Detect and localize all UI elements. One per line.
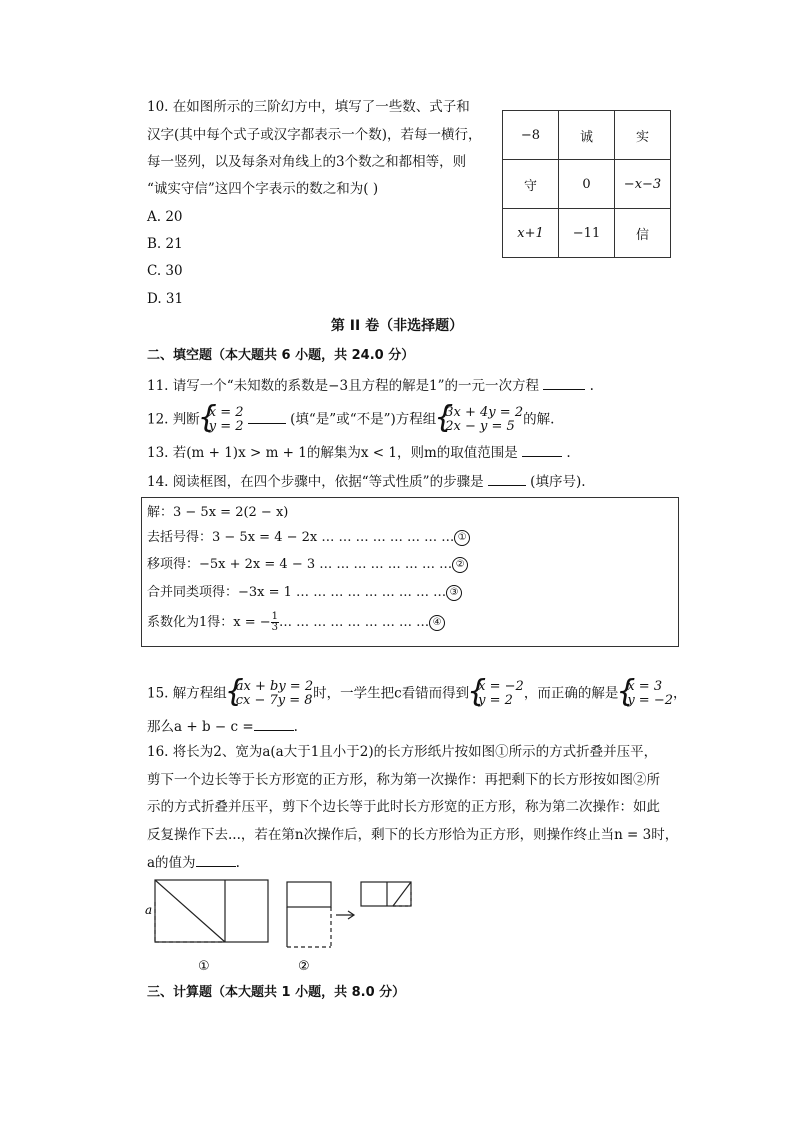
q16-line5: [147, 852, 240, 873]
step-text: 合并同类项得：−3x = 1 … … … … … … … … …: [147, 585, 447, 600]
magic-cell: −x−3: [615, 160, 671, 209]
q13: [147, 442, 571, 463]
equation: { ax + by = 2: [235, 679, 314, 694]
step-text: 去括号得：3 − 5x = 4 − 2x … … … … … … … …: [147, 530, 455, 545]
numerator: 1: [271, 611, 279, 622]
label-a: a: [145, 903, 153, 917]
step-marker: ④: [429, 615, 445, 631]
equation: { 3x + 4y = 2: [445, 405, 524, 420]
equation: { x = 2: [208, 405, 244, 420]
q15-system-2: [469, 680, 524, 708]
q16-line5-text: a的值为: [147, 855, 196, 871]
q15-line2-text: 那么a + b − c =: [147, 719, 254, 735]
equation: cx − 7y = 8: [235, 693, 313, 708]
magic-square: [502, 110, 671, 258]
q15-system-3: [618, 680, 673, 708]
equation: y = 2: [208, 419, 244, 434]
step-marker: ③: [446, 585, 462, 601]
q14-text: 14. 阅读框图，在四个步骤中，依据“等式性质”的步骤是: [147, 474, 484, 490]
magic-cell: 信: [615, 209, 671, 258]
magic-cell: 实: [615, 111, 671, 160]
q11-text: 11. 请写一个“未知数的系数是−3且方程的解是1”的一元一次方程: [147, 378, 540, 394]
q16-line4: 反复操作下去...，若在第n次操作后，剩下的长方形恰为正方形，则操作终止当n = 3时，: [147, 827, 679, 843]
q12: [147, 406, 554, 434]
equation: { x = 3: [627, 679, 663, 694]
fraction: [271, 612, 279, 633]
q13-post: .: [566, 445, 571, 461]
q15: [147, 680, 687, 708]
q15-pre: 15. 解方程组: [147, 685, 227, 702]
q16-line2: 剪下一个边长等于长方形宽的正方形，称为第一次操作：再把剩下的长方形按如图②所: [147, 772, 660, 788]
part2-title: 第 II 卷（非选择题）: [330, 318, 464, 334]
q10-option-a: A. 20: [147, 209, 183, 225]
section3-heading: 三、计算题（本大题共 1 小题，共 8.0 分）: [147, 985, 406, 1000]
step-0: 解：3 − 5x = 2(2 − x): [147, 505, 289, 520]
magic-cell: −11: [559, 209, 615, 258]
step-3: [147, 584, 462, 602]
magic-cell: 0: [559, 160, 615, 209]
step-4: [147, 612, 445, 633]
q10-line2: 汉字(其中每个式子或汉字都表示一个数)，若每一横行，: [147, 127, 482, 143]
equation: y = 2: [478, 693, 513, 708]
fold-diagonal: [155, 880, 225, 942]
q15-mid1: 时，一学生把c看错而得到: [313, 685, 470, 702]
answer-blank[interactable]: [248, 409, 286, 424]
answer-blank[interactable]: [488, 471, 526, 486]
q10-option-b: B. 21: [147, 236, 183, 252]
q16-line5-post: .: [235, 855, 240, 871]
figure-1-label: ①: [198, 959, 210, 974]
figure-2: [287, 882, 331, 974]
figure-3: [361, 882, 411, 906]
step-dots: … … … … … … … … …: [279, 615, 430, 630]
paper-rectangle: [287, 882, 331, 907]
q16-line1: 16. 将长为2、宽为a(a大于1且小于2)的长方形纸片按如图①所示的方式折叠并压平，: [147, 744, 658, 760]
arrow-icon: [336, 911, 354, 919]
q12-post: 的解.: [523, 411, 555, 428]
q12-system-1: [200, 406, 244, 434]
figure-1: [145, 880, 268, 974]
q15-line2-post: .: [293, 719, 298, 735]
q15-system-1: [227, 680, 313, 708]
q16-line3: 示的方式折叠并压平，剪下个边长等于此时长方形宽的正方形，称为第二次操作：如此: [147, 799, 660, 815]
q12-pre: 12. 判断: [147, 411, 200, 428]
magic-cell: x+1: [503, 209, 559, 258]
step-marker: ②: [452, 557, 468, 573]
q12-system-2: [436, 406, 523, 434]
q11-post: .: [589, 378, 594, 394]
q15-comma: ，: [673, 685, 687, 702]
fold-diagonal: [393, 882, 411, 906]
q13-text: 13. 若(m + 1)x > m + 1的解集为x < 1，则m的取值范围是: [147, 445, 518, 461]
q10-option-c: C. 30: [147, 263, 183, 279]
solution-box: [141, 497, 679, 647]
q11: [147, 375, 594, 396]
q14: [147, 471, 586, 492]
q15-line2: [147, 716, 298, 737]
equation: 2x − y = 5: [445, 419, 515, 434]
q10-line3: 每一竖列，以及每条对角线上的3个数之和都相等，则: [147, 154, 467, 170]
paper-rectangle: [155, 880, 268, 942]
section2-heading: 二、填空题（本大题共 6 小题，共 24.0 分）: [147, 348, 415, 363]
answer-blank[interactable]: [254, 716, 294, 731]
answer-blank[interactable]: [196, 852, 236, 867]
denominator: 3: [271, 622, 279, 633]
magic-cell: 诚: [559, 111, 615, 160]
magic-cell: −8: [503, 111, 559, 160]
q15-mid2: ，而正确的解是: [523, 685, 619, 702]
step-text: 移项得：−5x + 2x = 4 − 3 … … … … … … … …: [147, 557, 453, 572]
equation: y = −2: [627, 693, 673, 708]
folding-figures: [140, 872, 440, 977]
q14-post: (填序号).: [530, 474, 586, 490]
figure-2-label: ②: [298, 959, 310, 974]
magic-cell: 守: [503, 160, 559, 209]
paper-rectangle: [361, 882, 411, 906]
step-1: [147, 529, 470, 547]
equation: { x = −2: [478, 679, 524, 694]
q10-line4: “诚实守信”这四个字表示的数之和为( ): [147, 181, 379, 197]
step-marker: ①: [454, 530, 470, 546]
q10-option-d: D. 31: [147, 291, 184, 307]
q10-line1: 10. 在如图所示的三阶幻方中，填写了一些数、式子和: [147, 99, 470, 115]
q12-mid: (填“是”或“不是”)方程组: [290, 411, 437, 428]
step-2: [147, 556, 468, 574]
answer-blank[interactable]: [522, 442, 562, 457]
answer-blank[interactable]: [543, 375, 585, 390]
step-text: 系数化为1得：x = −: [147, 615, 271, 630]
